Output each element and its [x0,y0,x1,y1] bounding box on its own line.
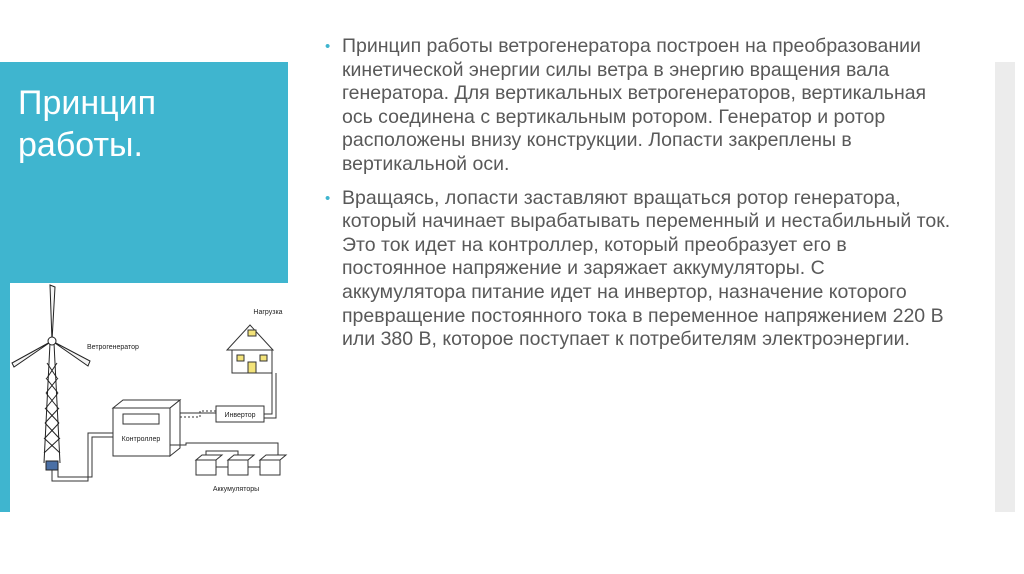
batteries-label: Аккумуляторы [212,486,260,493]
slide-title: Принцип работы. [18,84,156,164]
scrollbar[interactable] [995,62,1015,512]
turbine-tower-icon [44,343,60,463]
house-icon [227,325,273,373]
generator-box-icon [46,461,58,470]
battery-icon [196,455,286,475]
bullet-text: Вращаясь, лопасти заставляют вращаться ротор генератора, который начинает вырабатывать переменный и нестабильный ток. Это ток идет на контроллер, который преобразует его в постоянное напряжение и заряжает аккумуляторы. С аккумулятора питание идет на инвертор, назначение которого превращение постоянного тока в переменное напряжением 220 В или 380 В, которое поступает к потребителям электроэнергии. [342,186,951,351]
bullet-item [322,35,952,177]
slide-body [322,35,952,362]
generator-label: Ветрогенератор [87,344,139,351]
diagram-svg [10,283,288,512]
turbine-blades-icon [12,285,90,367]
wind-power-diagram [10,283,288,512]
controller-box-icon [113,400,180,456]
bullet-item [322,187,952,352]
load-label: Нагрузка [253,309,283,316]
inverter-label: Инвертор [224,412,256,419]
controller-label: Контроллер [121,436,161,443]
bullet-dot-icon: • [325,38,331,55]
bullet-dot-icon: • [325,189,331,207]
bullet-text: Принцип работы ветрогенератора построен на преобразовании кинетической энергии силы ветра в энергию вращения вала генератора. Для вертикальных ветрогенераторов, вертикальная ось соединена с вертикальным ротором. Генератор и ротор расположены внизу конструкции. Лопасти закреплены в вертикальной оси. [342,35,927,175]
